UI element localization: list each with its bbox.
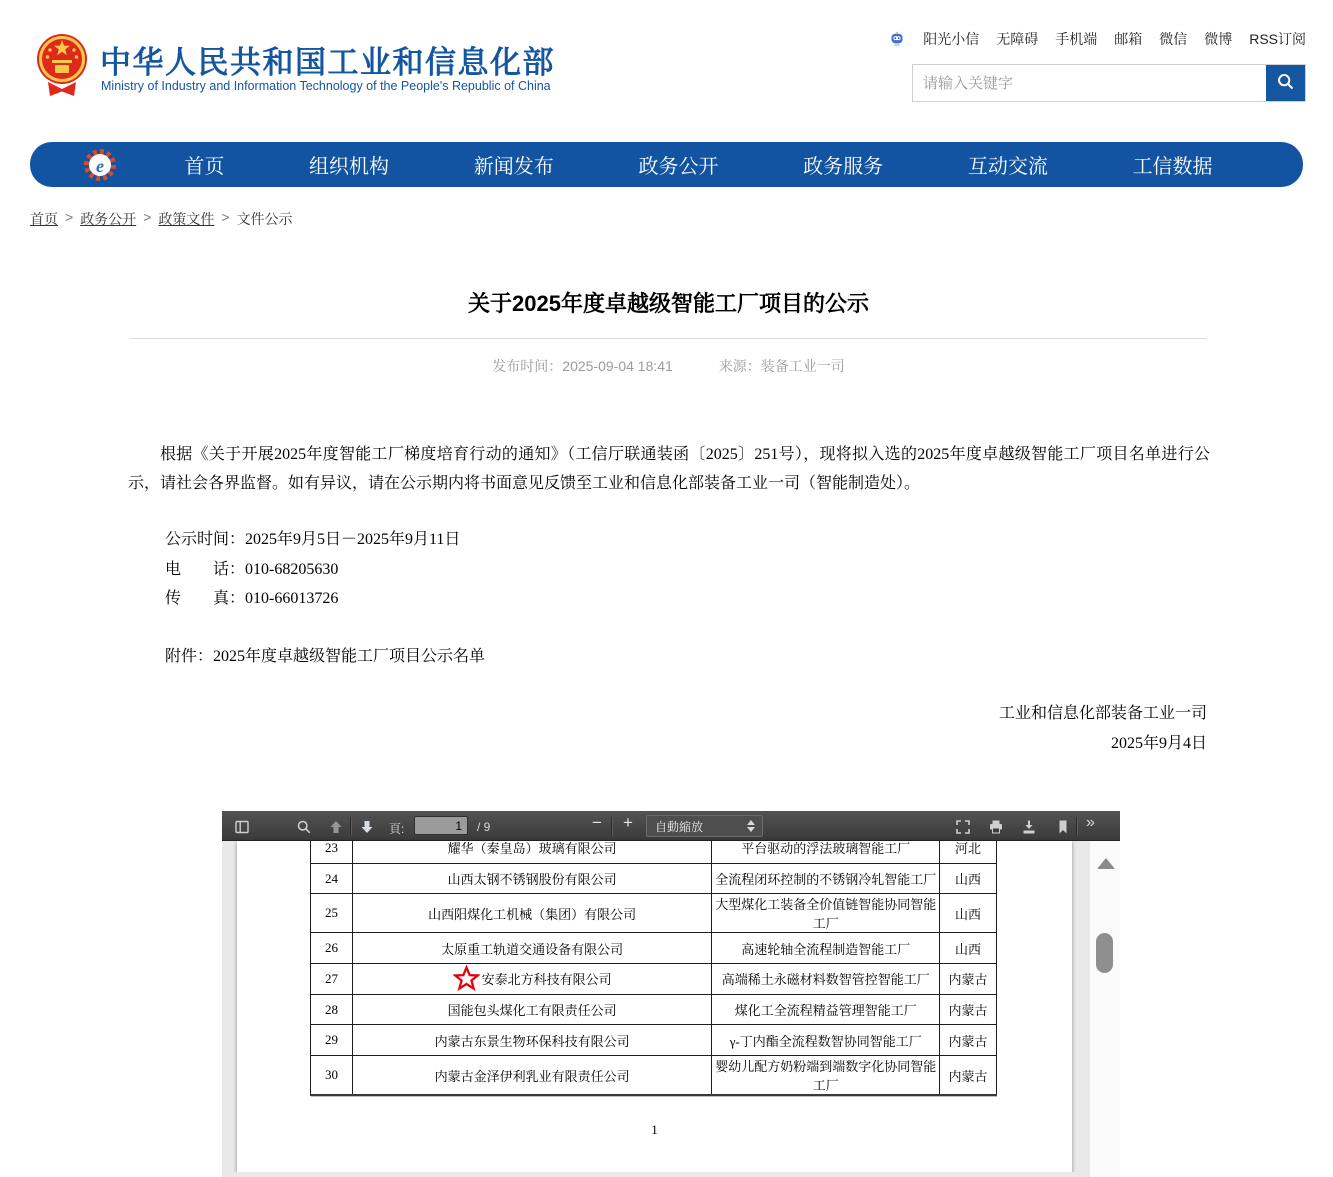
nav-item[interactable]: 互动交流 [967, 156, 1048, 178]
breadcrumb-link[interactable]: 首页 [30, 211, 58, 227]
nav-item[interactable]: 政务服务 [803, 156, 884, 178]
pdf-toolbar [222, 811, 1120, 841]
cell-no: 30 [311, 1056, 353, 1096]
article-signature [999, 699, 1207, 759]
table-row [311, 1025, 997, 1056]
viewer-background [222, 1172, 1090, 1177]
cell-company [352, 863, 711, 894]
article-source: 来源：装备工业一司 [718, 358, 845, 374]
breadcrumb-item [30, 209, 73, 229]
cell-no: 29 [311, 1025, 353, 1056]
top-link[interactable]: 邮箱 [1114, 31, 1143, 47]
cell-project: 煤化工全流程精益管理智能工厂 [712, 994, 940, 1025]
table-row [311, 841, 997, 863]
pdf-viewer [222, 811, 1120, 1177]
nav-item[interactable]: 组织机构 [309, 156, 390, 178]
cell-company [352, 1025, 711, 1056]
scrollbar-thumb[interactable] [1096, 933, 1113, 973]
zoom-in-button[interactable]: + [623, 813, 633, 832]
cell-project: γ-丁内酯全流程数智协同智能工厂 [712, 1025, 940, 1056]
cell-company [352, 841, 711, 863]
nav-item[interactable]: 工信数据 [1132, 156, 1213, 178]
cell-project: 平台驱动的浮法玻璃智能工厂 [712, 841, 940, 863]
company-name: 国能包头煤化工有限责任公司 [447, 1003, 617, 1019]
pdf-page-number: 1 [651, 1122, 658, 1137]
download-button[interactable] [1019, 817, 1039, 836]
main-nav [30, 142, 1303, 187]
cell-project: 婴幼儿配方奶粉端到端数字化协同智能工厂 [712, 1056, 940, 1096]
site-subtitle: Ministry of Industry and Information Technology of the People's Republic of China [101, 79, 551, 93]
breadcrumb-link[interactable]: 政策文件 [158, 211, 215, 227]
article-paragraph: 根据《关于开展2025年度智能工厂梯度培育行动的通知》（工信厅联通装函〔2025〕251号），现将拟入选的2025年度卓越级智能工厂项目名单进行公示，请社会各界监督。如有异议，请在公示期内将书面意见反馈至工业和信息化部装备工业一司（智能制造处）。 [128, 446, 1210, 492]
nav-item[interactable]: 新闻发布 [473, 156, 554, 178]
breadcrumb-item [80, 209, 151, 229]
cell-company [352, 933, 711, 964]
cell-project: 高端稀土永磁材料数智管控智能工厂 [712, 964, 940, 995]
scroll-up-arrow[interactable] [1097, 858, 1115, 869]
table-row [311, 933, 997, 964]
sidebar-toggle-icon [234, 819, 250, 835]
breadcrumb [30, 209, 293, 229]
cell-no: 27 [311, 964, 353, 995]
zoom-out-button[interactable]: − [592, 813, 602, 832]
pdf-scrollbar[interactable] [1090, 841, 1120, 1177]
top-link[interactable]: 手机端 [1055, 31, 1098, 47]
site-search [912, 64, 1306, 102]
print-button[interactable] [986, 817, 1006, 836]
bookmark-button[interactable] [1053, 817, 1073, 836]
company-name: 太原重工轨道交通设备有限公司 [441, 941, 624, 957]
sunshine-assistant-icon [888, 30, 906, 48]
sidebar-toggle-button[interactable] [232, 817, 252, 836]
search-icon [1276, 72, 1295, 94]
zoom-select[interactable] [646, 815, 763, 837]
site-title: 中华人民共和国工业和信息化部 [100, 45, 555, 80]
breadcrumb-separator: > [221, 209, 230, 225]
toolbar-separator [350, 817, 351, 835]
zoom-select-value: 自動縮放 [655, 819, 704, 834]
nav-item[interactable]: 政务公开 [638, 156, 719, 178]
company-name: 耀华（秦皇岛）玻璃有限公司 [447, 841, 617, 857]
bookmark-icon [1055, 819, 1071, 835]
breadcrumb-separator: > [65, 209, 74, 225]
cell-no: 28 [311, 994, 353, 1025]
find-button[interactable] [294, 817, 314, 836]
cell-province: 内蒙古 [940, 1025, 997, 1056]
top-link[interactable]: 微信 [1159, 31, 1188, 47]
table-rows [311, 841, 997, 1095]
breadcrumb-item [158, 209, 229, 229]
top-link[interactable]: 无障碍 [996, 31, 1039, 47]
cell-province: 山西 [940, 863, 997, 894]
signature-date: 2025年9月4日 [1110, 735, 1207, 752]
print-icon [988, 819, 1004, 835]
table-row [311, 894, 997, 933]
publish-time: 发布时间：2025-09-04 18:41 [492, 358, 673, 374]
article-info-lines [165, 525, 460, 614]
cell-no: 25 [311, 894, 353, 933]
search-input[interactable] [913, 65, 1266, 101]
star-annotation-icon [453, 965, 480, 992]
cell-no: 26 [311, 933, 353, 964]
cell-province: 内蒙古 [940, 994, 997, 1025]
cell-province: 河北 [940, 841, 997, 863]
cell-project: 高速轮轴全流程制造智能工厂 [712, 933, 940, 964]
article-title: 关于2025年度卓越级智能工厂项目的公示 [468, 291, 869, 316]
toolbar-separator [1076, 817, 1077, 835]
nav-item-list [142, 150, 1255, 179]
pdf-page [237, 841, 1072, 1173]
next-page-button[interactable] [357, 817, 377, 836]
cell-company [352, 964, 711, 995]
info-line: 公示时间：2025年9月5日－2025年9月11日 [165, 531, 461, 548]
top-link[interactable]: 微博 [1204, 31, 1233, 47]
attachment-label: 附件： [165, 648, 214, 665]
cell-province: 山西 [940, 933, 997, 964]
company-name: 山西太钢不锈钢股份有限公司 [447, 872, 617, 888]
previous-page-button[interactable] [326, 817, 346, 836]
toolbar-separator [611, 817, 612, 835]
title-divider [130, 338, 1207, 339]
breadcrumb-item [237, 209, 293, 229]
info-line: 传 真：010-66013726 [165, 590, 339, 607]
presentation-mode-button[interactable] [953, 817, 973, 836]
page-number-input[interactable] [414, 816, 468, 835]
breadcrumb-link[interactable]: 政务公开 [80, 211, 137, 227]
header-top-links [888, 29, 1306, 49]
cell-no: 23 [311, 841, 353, 863]
cell-no: 24 [311, 863, 353, 894]
page-up-icon [328, 819, 344, 835]
cell-company [352, 1056, 711, 1096]
table-row [311, 1056, 997, 1096]
article-meta [130, 356, 1207, 376]
page-total: / 9 [477, 820, 491, 834]
table-row [311, 964, 997, 995]
more-tools-button[interactable]: » [1086, 814, 1095, 831]
breadcrumb-separator: > [143, 209, 152, 225]
company-name: 安泰北方科技有限公司 [481, 972, 612, 988]
company-name: 山西阳煤化工机械（集团）有限公司 [428, 906, 637, 922]
nav-item[interactable]: 首页 [184, 156, 225, 178]
cell-province: 山西 [940, 894, 997, 933]
presentation-mode-icon [955, 819, 971, 835]
pdf-body [222, 841, 1120, 1177]
top-link-list [923, 29, 1306, 49]
spinner-icon [747, 820, 755, 832]
page-down-icon [359, 819, 375, 835]
top-link[interactable]: 阳光小信 [923, 31, 980, 47]
national-emblem-logo [36, 32, 88, 98]
top-link[interactable]: RSS订阅 [1249, 31, 1306, 47]
table-row [311, 863, 997, 894]
miit-gear-logo-icon[interactable] [82, 147, 118, 183]
search-button[interactable] [1266, 65, 1305, 101]
find-icon [296, 819, 312, 835]
cell-project: 大型煤化工装备全价值链智能协同智能工厂 [712, 894, 940, 933]
cell-province: 内蒙古 [940, 1056, 997, 1096]
info-line: 电 话：010-68205630 [165, 560, 339, 578]
page-label: 頁: [389, 822, 405, 836]
cell-company [352, 894, 711, 933]
download-icon [1021, 819, 1037, 835]
cell-province: 内蒙古 [940, 964, 997, 995]
company-name: 内蒙古东景生物环保科技有限公司 [434, 1033, 630, 1049]
attachment-line [165, 643, 485, 666]
attachment-link[interactable]: 2025年度卓越级智能工厂项目公示名单 [213, 648, 486, 665]
signature-department: 工业和信息化部装备工业一司 [998, 705, 1207, 722]
factory-table [310, 841, 997, 1096]
company-name: 内蒙古金泽伊利乳业有限责任公司 [434, 1068, 630, 1084]
table-row [311, 994, 997, 1025]
cell-project: 全流程闭环控制的不锈钢冷轧智能工厂 [712, 863, 940, 894]
breadcrumb-link[interactable]: 文件公示 [236, 211, 293, 227]
svg-text:e: e [96, 155, 104, 176]
cell-company [352, 994, 711, 1025]
